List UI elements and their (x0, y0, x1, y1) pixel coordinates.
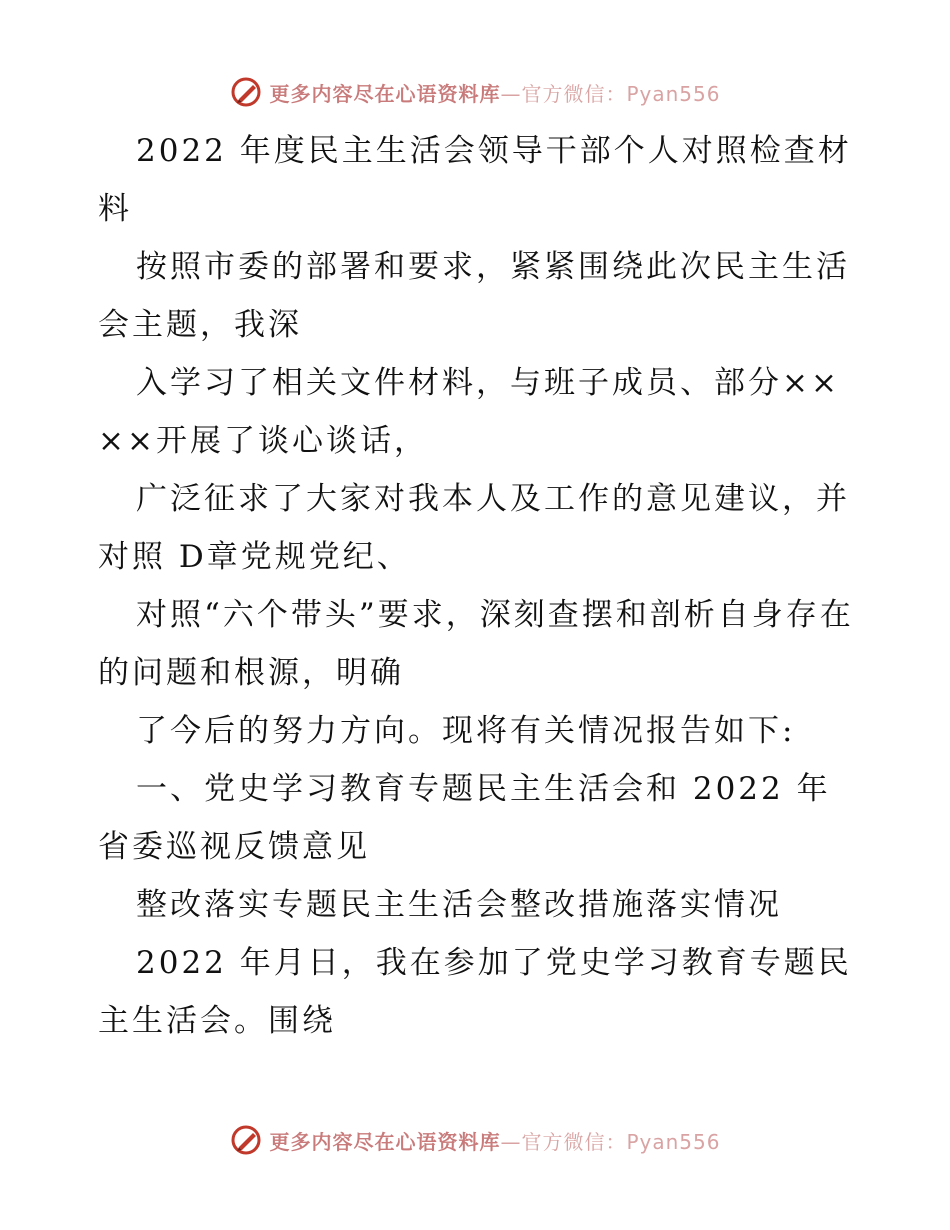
document-title: 2022 年度民主生活会领导干部个人对照检查材料 (98, 133, 852, 227)
paragraph: 对照“六个带头”要求，深刻查摆和剖析自身存在的问题和根源，明确 (98, 597, 854, 691)
watermark-header (0, 72, 950, 112)
watermark-footer (0, 1120, 950, 1160)
paragraph: 入学习了相关文件材料，与班子成员、部分××××开展了谈心谈话， (98, 365, 840, 459)
pen-logo-icon (229, 1123, 263, 1157)
paragraph: 2022 年月日，我在参加了党史学习教育专题民主生活会。围绕 (98, 945, 852, 1039)
section-heading: 一、党史学习教育专题民主生活会和 2022 年省委巡视反馈意见 (98, 771, 831, 865)
document-body (98, 122, 858, 1050)
watermark-text: 更多内容尽在心语资料库—官方微信：Pyan556 (269, 81, 721, 106)
paragraph: 按照市委的部署和要求，紧紧围绕此次民主生活会主题，我深 (98, 249, 850, 343)
watermark-text: 更多内容尽在心语资料库—官方微信：Pyan556 (269, 1129, 721, 1154)
paragraph: 了今后的努力方向。现将有关情况报告如下: (136, 713, 796, 749)
pen-logo-icon (229, 75, 263, 109)
section-heading-continued: 整改落实专题民主生活会整改措施落实情况 (136, 887, 782, 923)
paragraph: 广泛征求了大家对我本人及工作的意见建议，并对照 D章党规党纪、 (98, 481, 850, 575)
